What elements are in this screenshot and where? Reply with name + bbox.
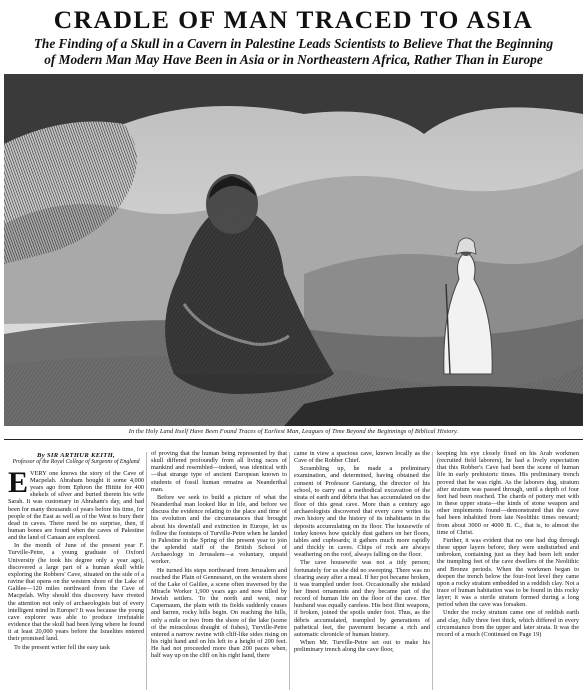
article-column-2 — [151, 450, 287, 692]
illustration-drawing — [4, 74, 583, 426]
article-column-3 — [294, 450, 430, 692]
drop-cap: E — [8, 465, 29, 499]
subheadline-line-1: The Finding of a Skull in a Cavern in Palestine Leads Scientists to Believe That the Beginning — [33, 36, 554, 51]
paragraph: of proving that the human being represented by that skull differed profoundly from all living races of mankind and resembled—indeed, was identical with—that strange type of ancient European known to students of fossil human remains as Neanderthal man. — [151, 450, 287, 493]
paragraph: Under the rocky stratum came one of reddish earth and clay, fully three feet thick, which differed in every circumstance from the upper and later strata. It was the record of a much (Continued on Page 19) — [437, 609, 579, 638]
column-divider — [289, 452, 290, 690]
paragraph: The cave housewife was not a tidy person; fortunately for us she did no sweeping. There was no clearing away after a meal. If her pot became broken, it was trampled under foot. Occasionally she mislaid her finest ornaments and they became part of the record of human life on the floor of the cave. Her husband was equally careless. His best flint weapons, if broken, joined the spoils under foot. Thus, as the débris accumulated, trampled by generations of pathetical feet, the pavement became a rich and automatic chronicle of human history. — [294, 559, 430, 638]
paragraph: Before we seek to build a picture of what the Neanderthal man looked like in life, and before we discuss the evidence relating to the place and time of his evolution and the circumstances that brought about his downfall and extinction in Europe, let us follow the footsteps of Turville-Petre when he landed in Palestine in the Spring of the present year to join the splendid staff of the British School of Archaeology in Jerusalem—a voluntary, unpaid worker. — [151, 493, 287, 566]
byline-title: Professor of the Royal College of Surgeons of England — [12, 459, 140, 466]
article-column-4 — [437, 450, 579, 692]
caption-divider — [4, 439, 583, 440]
paragraph: He turned his steps northward from Jerusalem and reached the Plain of Gennesaret, on the western shore of the Lake of Galilee, a scene often traversed by the Miracle Worker 1,900 years ago and now tilled by Jewish settlers. To the north and west, near Capernaum, the plain with its fields suddenly ceases and barren, rocky hills begin. On reaching the hills, only a mile or two from the shore of the lake (scene of the miraculous draught of fishes), Turville-Petre entered a narrow ravine with cliff-like sides rising on his right hand and on his left to a height of 200 feet. He had not proceeded more than 200 paces when, half way up on the cliff on his right hand, there — [151, 566, 287, 660]
lead-paragraph — [8, 465, 144, 542]
paragraph: Further, it was evident that no one had dug through these upper layers before; they were undisturbed and unbroken, containing just as they had been left under the trampling feet of the cave dwellers of the Neolithic and Bronze periods. When the workmen began to deepen the trench below the four-foot level they came upon a rocky stratum embedded in a reddish clay. Not a trace of human habitation was to be found in this rocky layer; it was a sterile stratum formed during a long period when the cave was forsaken. — [437, 536, 579, 609]
paragraph: When Mr. Turville-Petre set out to make his preliminary trench along the cave floor, — [294, 639, 430, 654]
paragraph: keeping his eye closely fixed on his Arab workmen (recruited field laborers), he had a lively expectation that this Robber's Cave had been the scene of human life in early prehistoric times. His preliminary trench proved that he was right. As the laborers dug, stratum after stratum was passed through, until a depth of four feet had been reached. The chards of pottery met with in these upper strata—the kinds of stone weapon and other implements found—demonstrated that the cave had been inhabited from late Neolithic times onward; from about 3000 or 4000 B. C., that is, to almost the time of Christ. — [437, 450, 579, 536]
paragraph-text: VERY one knows the story of the Cave of Macpelah. Abraham bought it some 4,000 years ago from Ephron the Hittite for 400 shekels of silver and buried therein his wife Sarah. It was customary in Abraham's day, and had been for many thousands of years before his time, for people of the East as well as of the West to bury their dead in caves. There need be no surprise, then, if human bones are found when the caves of Palestine and the land of Canaan are explored. — [8, 469, 144, 542]
article-column-1 — [8, 450, 144, 692]
byline: By SIR ARTHUR KEITH, — [37, 452, 115, 459]
article-illustration — [4, 74, 583, 426]
headline: CRADLE OF MAN TRACED TO ASIA — [53, 5, 534, 34]
subheadline — [10, 36, 577, 68]
subheadline-line-2: of Modern Man May Have Been in Asia or in Northeastern Africa, Rather Than in Europe — [44, 52, 543, 67]
illustration-caption: In the Holy Land Itself Have Been Found Traces of Earliest Man, Leagues of Time Beyond the Beginnings of Biblical History. — [128, 428, 459, 435]
column-divider — [146, 452, 147, 690]
paragraph: came in view a spacious cave, known locally as the Cave of the Robber Chief. — [294, 450, 430, 465]
paragraph: Scrambling up, he made a preliminary examination, and determined, having obtained the consent of Professor Garstang, the director of his school, to carry out a methodical excavation of the strata of earth and débris that has accumulated on the floor of this great cave. More than a century ago archaeologists discovered that every cave writes its own history and the history of its inhabitants in the deposits accumulating on its floor. The housewife of today knows how quickly dust gathers on her floors, tables and cupboards; it gathers much more rapidly and thickly in caves. Chips of rock are always weathering on the roof, always falling on the floor. — [294, 465, 430, 559]
column-divider — [432, 452, 433, 690]
paragraph: To the present writer fell the easy task — [14, 643, 110, 651]
paragraph: In the month of June of the present year F. Turville-Petre, a young graduate of Oxford University (he took his degree only a year ago), discovered a large part of a human skull while exploring the Robbers' Cave, situated on the side of a ravine that opens on the western shore of the Lake of Galilee—120 miles northward from the Cave of Macpelah. Why should this discovery have riveted the attention not only of archaeologists but of every intelligent mind in Europe? It was because the young cave explorer was able to produce irrefutable evidence that the skull had been lying where he found it at least 20,000 years before the Israelites entered their promised land. — [8, 542, 144, 643]
